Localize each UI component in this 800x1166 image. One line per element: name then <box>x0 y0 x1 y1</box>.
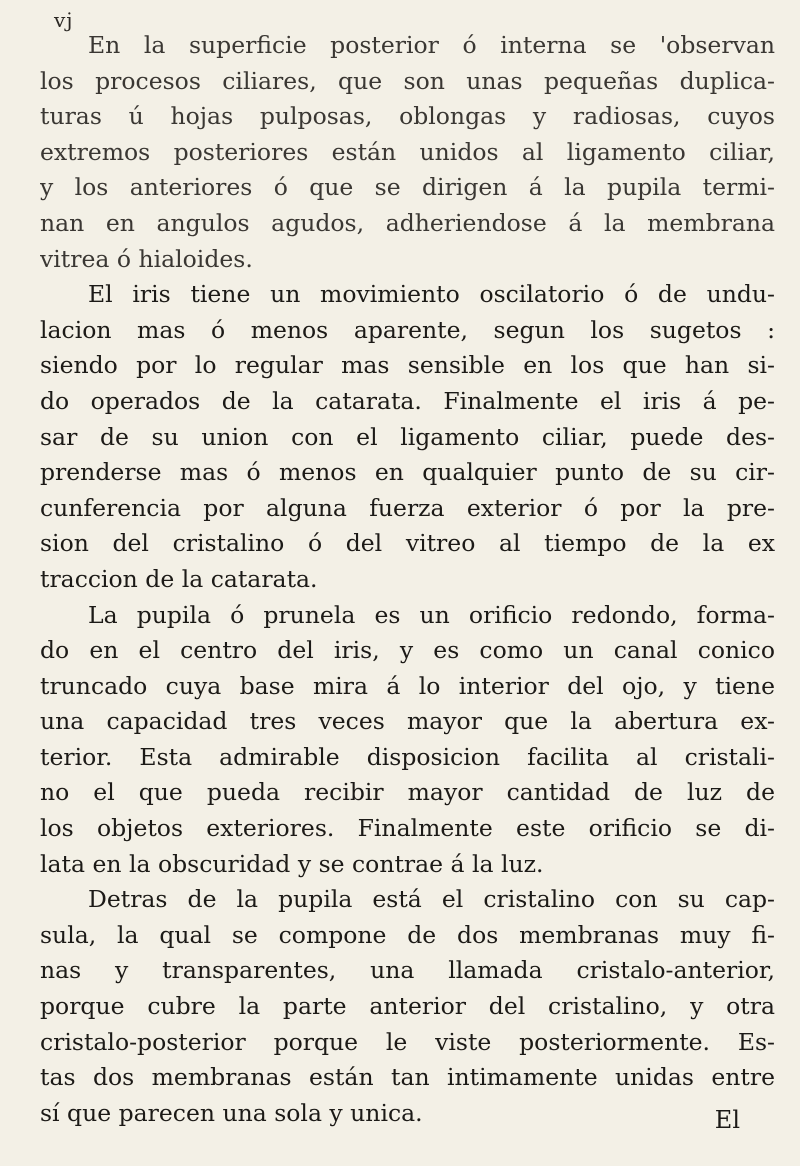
text-line: do operados de la catarata. Finalmente el iris á pe- <box>40 386 775 415</box>
text-line: lacion mas ó menos aparente, segun los sugetos : <box>40 315 775 344</box>
text-line: truncado cuya base mira á lo interior del ojo, y tiene <box>40 671 775 700</box>
text-line: turas ú hojas pulposas, oblongas y radiosas, cuyos <box>40 102 775 131</box>
text-line: traccion de la catarata. <box>40 564 318 593</box>
text-line: los procesos ciliares, que son unas pequeñas duplica- <box>40 66 775 95</box>
text-line: una capacidad tres veces mayor que la abertura ex- <box>40 707 775 736</box>
text-line: do en el centro del iris, y es como un canal conico <box>40 636 775 665</box>
text-line: nas y transparentes, una llamada cristalo-anterior, <box>40 956 775 985</box>
text-line: porque cubre la parte anterior del cristalino, y otra <box>40 992 775 1021</box>
text-line: los objetos exteriores. Finalmente este orificio se di- <box>40 814 775 843</box>
text-line: sí que parecen una sola y unica. <box>40 1098 423 1127</box>
text-line: sula, la qual se compone de dos membranas muy fi- <box>40 920 775 949</box>
text-line: Detras de la pupila está el cristalino con su cap- <box>88 885 775 914</box>
text-line: no el que pueda recibir mayor cantidad de luz de <box>40 778 775 807</box>
text-line: extremos posteriores están unidos al ligamento ciliar, <box>40 137 775 166</box>
text-line: nan en angulos agudos, adheriendose á la membrana <box>40 208 775 237</box>
text-line: La pupila ó prunela es un orificio redondo, forma- <box>88 600 775 629</box>
body-text <box>40 28 775 1131</box>
catchword: El <box>714 1106 740 1134</box>
text-line: El iris tiene un movimiento oscilatorio ó de undu- <box>88 280 775 309</box>
text-line: sion del cristalino ó del vitreo al tiempo de la ex <box>40 529 775 558</box>
text-line: cristalo-posterior porque le viste posteriormente. Es- <box>40 1027 775 1056</box>
text-line: prenderse mas ó menos en qualquier punto de su cir- <box>40 458 775 487</box>
text-line: terior. Esta admirable disposicion facilita al cristali- <box>40 742 775 771</box>
text-line: En la superficie posterior ó interna se 'observan <box>88 31 775 59</box>
text-line: lata en la obscuridad y se contrae á la luz. <box>40 849 544 878</box>
text-line: cunferencia por alguna fuerza exterior ó por la pre- <box>40 493 775 522</box>
text-line: siendo por lo regular mas sensible en los que han si- <box>40 351 775 380</box>
signature-mark: vj <box>54 8 74 32</box>
text-line: y los anteriores ó que se dirigen á la pupila termi- <box>40 173 775 202</box>
text-line: sar de su union con el ligamento ciliar, puede des- <box>40 422 775 451</box>
text-line: vitrea ó hialoides. <box>40 244 253 273</box>
text-line: tas dos membranas están tan intimamente unidas entre <box>40 1063 775 1092</box>
